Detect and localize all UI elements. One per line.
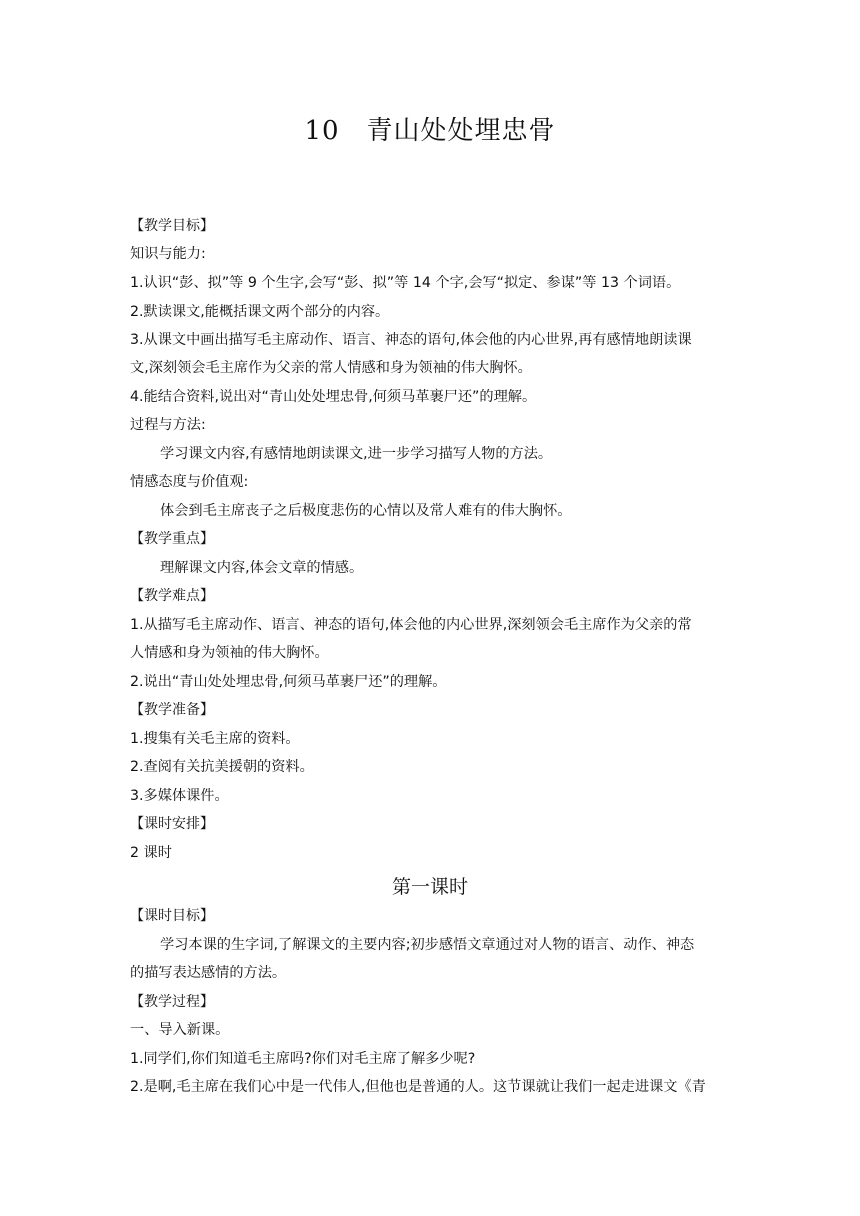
section-heading-key-points: 【教学重点】 (130, 531, 214, 547)
paragraph-line: 理解课文内容,体会文章的情感。 (160, 560, 364, 576)
paragraph-line: 人情感和身为领袖的伟大胸怀。 (130, 645, 329, 661)
paragraph-line: 2.默读课文,能概括课文两个部分的内容。 (130, 304, 390, 320)
paragraph-line: 的描写表达感情的方法。 (130, 965, 287, 981)
section-heading-lesson-goals: 【课时目标】 (130, 908, 214, 924)
paragraph-line: 2.查阅有关抗美援朝的资料。 (130, 759, 314, 775)
paragraph-line: 体会到毛主席丧子之后极度悲伤的心情以及常人难有的伟大胸怀。 (160, 503, 572, 519)
document-title: 10 青山处处埋忠骨 (304, 116, 556, 146)
paragraph-line: 情感态度与价值观: (130, 474, 249, 490)
lesson-subtitle: 第一课时 (391, 876, 468, 898)
paragraph-line: 学习本课的生字词,了解课文的主要内容;初步感悟文章通过对人物的语言、动作、神态 (160, 937, 695, 953)
paragraph-line: 4.能结合资料,说出对“青山处处埋忠骨,何须马革裹尸还”的理解。 (130, 389, 537, 405)
section-heading-preparation: 【教学准备】 (130, 702, 214, 718)
paragraph-line: 1.认识“彭、拟”等 9 个生字,会写“彭、拟”等 14 个字,会写“拟定、参谋”等 13 个词语。 (130, 275, 681, 291)
paragraph-line: 过程与方法: (130, 417, 206, 433)
paragraph-line: 文,深刻领会毛主席作为父亲的常人情感和身为领袖的伟大胸怀。 (130, 360, 532, 376)
paragraph-line: 1.搜集有关毛主席的资料。 (130, 731, 300, 747)
paragraph-line: 2 课时 (130, 845, 172, 861)
section-heading-difficulties: 【教学难点】 (130, 588, 214, 604)
section-heading-teaching-goals: 【教学目标】 (130, 218, 214, 234)
paragraph-line: 1.同学们,你们知道毛主席吗?你们对毛主席了解多少呢? (130, 1051, 476, 1067)
paragraph-line: 一、导入新课。 (130, 1022, 230, 1038)
paragraph-line: 知识与能力: (130, 246, 206, 262)
paragraph-line: 3.从课文中画出描写毛主席动作、语言、神态的语句,体会他的内心世界,再有感情地朗读课 (130, 332, 692, 348)
section-heading-process: 【教学过程】 (130, 994, 214, 1010)
paragraph-line: 3.多媒体课件。 (130, 788, 229, 804)
paragraph-line: 学习课文内容,有感情地朗读课文,进一步学习描写人物的方法。 (160, 446, 553, 462)
paragraph-line: 2.是啊,毛主席在我们心中是一代伟人,但他也是普通的人。这节课就让我们一起走进课文《青 (130, 1079, 706, 1095)
paragraph-line: 2.说出“青山处处埋忠骨,何须马革裹尸还”的理解。 (130, 674, 447, 690)
section-heading-schedule: 【课时安排】 (130, 816, 214, 832)
paragraph-line: 1.从描写毛主席动作、语言、神态的语句,体会他的内心世界,深刻领会毛主席作为父亲的常 (130, 617, 692, 633)
